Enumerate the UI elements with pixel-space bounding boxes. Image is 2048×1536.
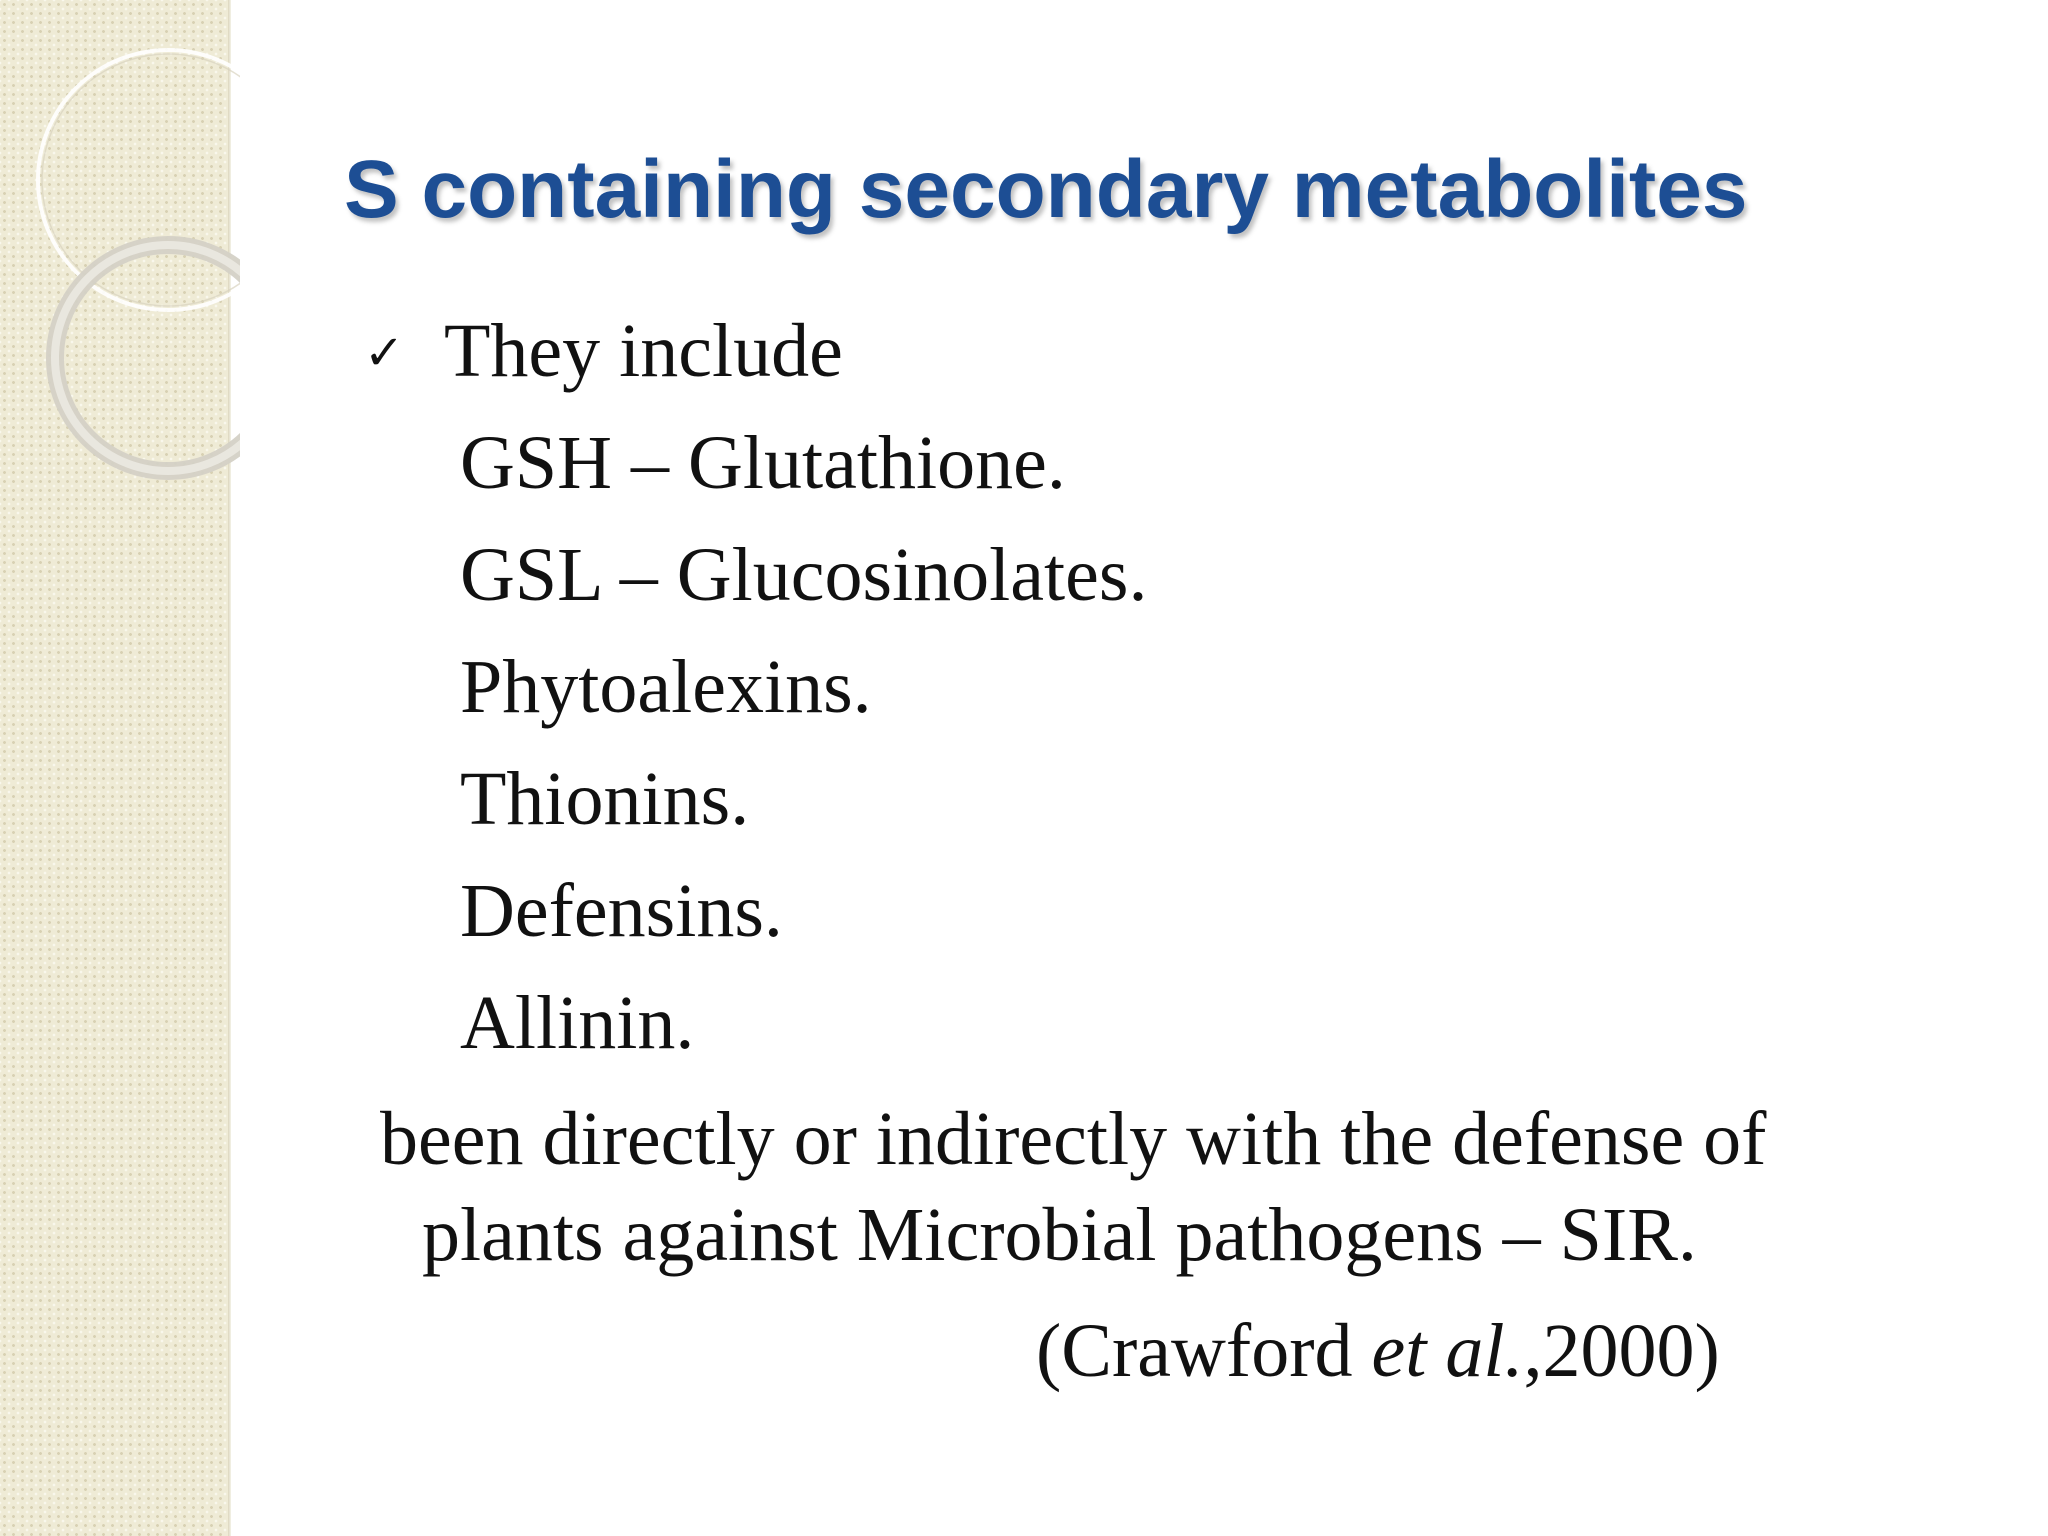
citation xyxy=(1036,1306,1720,1396)
decorative-rings xyxy=(0,0,240,520)
list-item-gsh: GSH – Glutathione. xyxy=(460,421,1066,505)
list-item-phytoalexins: Phytoalexins. xyxy=(460,645,872,729)
defense-text-line-1: been directly or indirectly with the defense of xyxy=(380,1097,1767,1181)
list-item-thionins: Thionins. xyxy=(460,757,750,841)
check-mark-icon: ✓ xyxy=(364,325,405,381)
citation-et-al: et al. xyxy=(1371,1309,1524,1393)
large-ring xyxy=(38,50,240,310)
list-item-allinin: Allinin. xyxy=(460,981,695,1065)
list-item-defensins: Defensins. xyxy=(460,869,783,953)
list-item-gsl: GSL – Glucosinolates. xyxy=(460,533,1148,617)
citation-author: (Crawford xyxy=(1036,1309,1372,1393)
intro-text: They include xyxy=(444,309,843,393)
small-ring-highlight xyxy=(55,245,240,471)
slide-title: S containing secondary metabolites xyxy=(344,144,1748,235)
citation-year: ,2000) xyxy=(1523,1309,1720,1393)
defense-text-line-2: plants against Microbial pathogens – SIR. xyxy=(422,1193,1697,1277)
